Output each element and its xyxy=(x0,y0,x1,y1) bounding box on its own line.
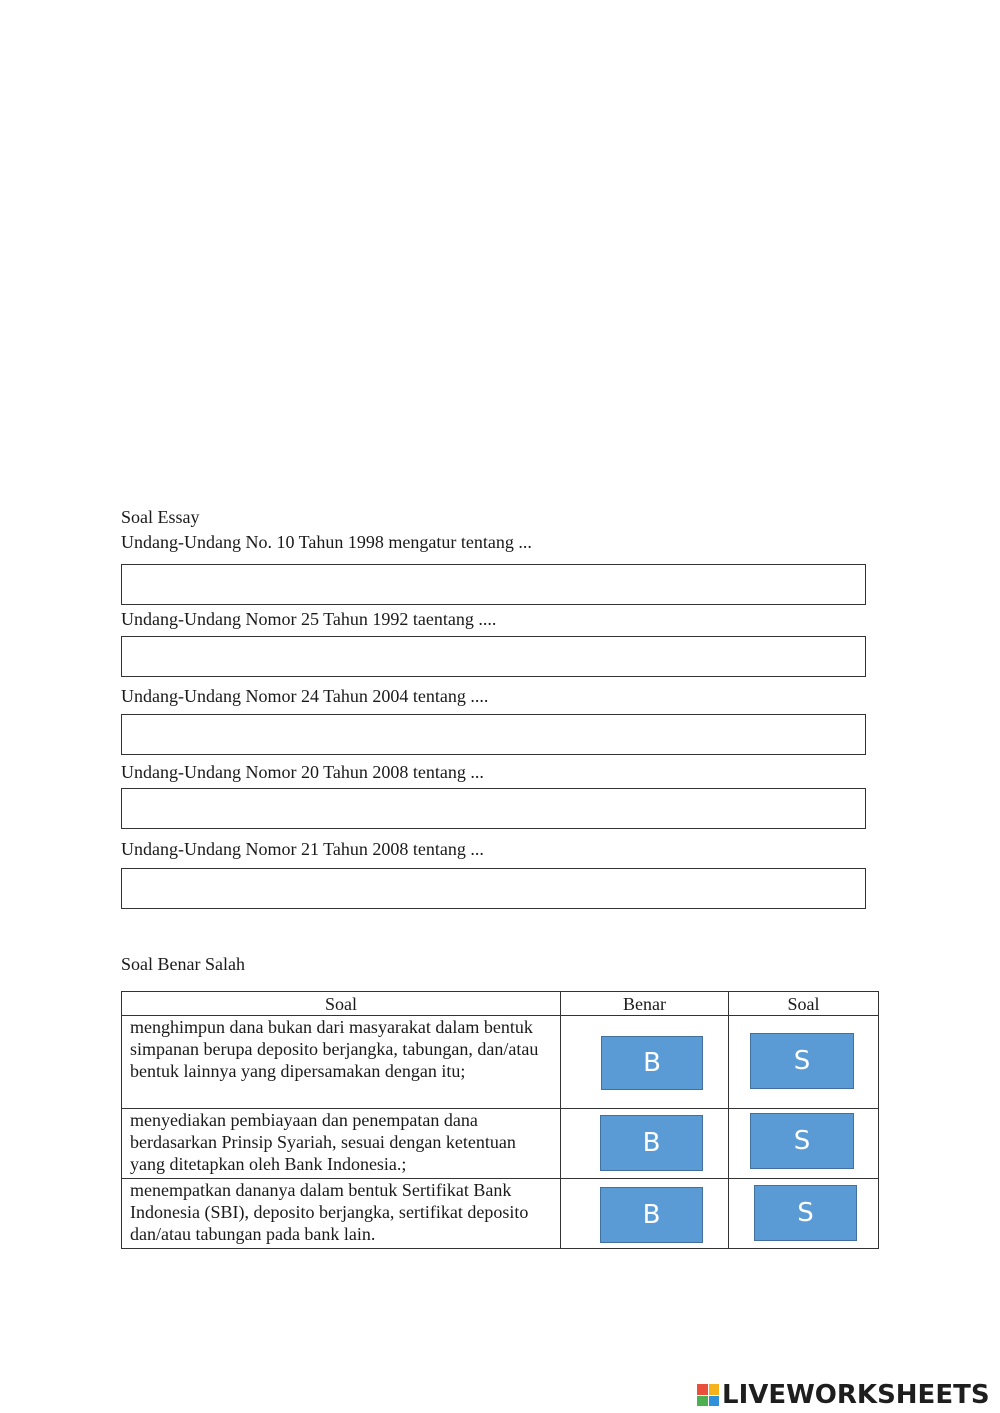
false-button-3[interactable]: S xyxy=(754,1185,857,1241)
false-button-1[interactable]: S xyxy=(750,1033,854,1089)
true-false-heading: Soal Benar Salah xyxy=(121,954,245,974)
true-cell-3 xyxy=(561,1179,729,1249)
false-cell-3 xyxy=(729,1179,879,1249)
essay-heading: Soal Essay xyxy=(121,507,200,527)
essay-question-4: Undang-Undang Nomor 20 Tahun 2008 tentang ... xyxy=(121,762,484,782)
table-row xyxy=(122,1109,879,1179)
false-button-2[interactable]: S xyxy=(750,1113,854,1169)
statement-1: menghimpun dana bukan dari masyarakat dalam bentuk simpanan berupa deposito berjangka, tabungan, dan/atau bentuk lainnya yang dipersamakan dengan itu; xyxy=(122,1016,561,1109)
column-header-false: Soal xyxy=(729,992,879,1016)
true-button-3[interactable]: B xyxy=(600,1187,703,1243)
true-cell-1 xyxy=(561,1016,729,1109)
liveworksheets-logo xyxy=(697,1379,990,1411)
table-row xyxy=(122,1179,879,1249)
false-cell-1 xyxy=(729,1016,879,1109)
true-cell-2 xyxy=(561,1109,729,1179)
essay-answer-4[interactable] xyxy=(121,788,866,829)
false-cell-2 xyxy=(729,1109,879,1179)
essay-answer-1[interactable] xyxy=(121,564,866,605)
statement-3: menempatkan dananya dalam bentuk Sertifikat Bank Indonesia (SBI), deposito berjangka, sertifikat deposito dan/atau tabungan pada bank lain. xyxy=(122,1179,561,1249)
true-false-table xyxy=(121,991,879,1249)
essay-question-5: Undang-Undang Nomor 21 Tahun 2008 tentang ... xyxy=(121,839,484,859)
essay-question-3: Undang-Undang Nomor 24 Tahun 2004 tentang .... xyxy=(121,686,489,706)
true-button-1[interactable]: B xyxy=(601,1036,703,1090)
true-button-2[interactable]: B xyxy=(600,1115,703,1171)
essay-question-2: Undang-Undang Nomor 25 Tahun 1992 taentang .... xyxy=(121,609,497,629)
essay-answer-2[interactable] xyxy=(121,636,866,677)
column-header-question: Soal xyxy=(122,992,561,1016)
liveworksheets-logo-icon xyxy=(697,1384,719,1406)
statement-2: menyediakan pembiayaan dan penempatan dana berdasarkan Prinsip Syariah, sesuai dengan ketentuan yang ditetapkan oleh Bank Indonesia.; xyxy=(122,1109,561,1179)
essay-answer-5[interactable] xyxy=(121,868,866,909)
essay-answer-3[interactable] xyxy=(121,714,866,755)
table-header-row xyxy=(122,992,879,1016)
brand-name: LIVEWORKSHEETS xyxy=(722,1380,990,1410)
table-row xyxy=(122,1016,879,1109)
column-header-true: Benar xyxy=(561,992,729,1016)
essay-question-1: Undang-Undang No. 10 Tahun 1998 mengatur tentang ... xyxy=(121,532,532,552)
